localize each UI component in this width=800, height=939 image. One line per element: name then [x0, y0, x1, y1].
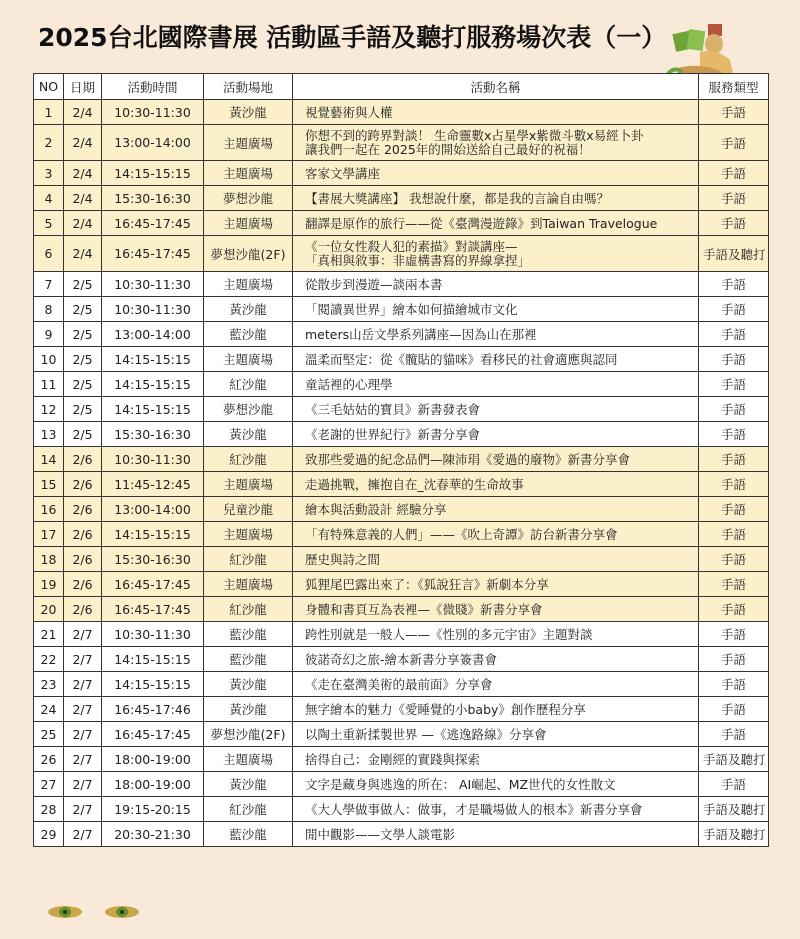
cell-event-name — [293, 822, 699, 847]
cell-venue: 夢想沙龍 — [204, 397, 293, 422]
cell-venue: 主題廣場 — [204, 161, 293, 186]
event-name-line: 客家文學講座 — [305, 166, 381, 181]
cell-no: 6 — [34, 236, 64, 272]
cell-event-name — [293, 236, 699, 272]
cell-date: 2/7 — [64, 722, 102, 747]
cell-no: 28 — [34, 797, 64, 822]
cell-venue: 紅沙龍 — [204, 447, 293, 472]
cell-no: 23 — [34, 672, 64, 697]
table-row — [34, 161, 769, 186]
schedule-table — [33, 73, 769, 847]
cell-venue: 紅沙龍 — [204, 547, 293, 572]
cell-event-name — [293, 272, 699, 297]
cell-no: 24 — [34, 697, 64, 722]
event-name-line: 《老謝的世界紀行》新書分享會 — [305, 427, 481, 442]
cell-date: 2/5 — [64, 297, 102, 322]
cell-service-type: 手語 — [699, 100, 769, 125]
cell-service-type: 手語 — [699, 472, 769, 497]
cell-venue: 黃沙龍 — [204, 422, 293, 447]
cell-no: 13 — [34, 422, 64, 447]
cell-time: 16:45-17:46 — [102, 697, 204, 722]
cell-time: 15:30-16:30 — [102, 547, 204, 572]
event-name-line: 《大人學做事做人：做事，才是職場做人的根本》新書分享會 — [305, 802, 643, 817]
table-row — [34, 322, 769, 347]
cell-venue: 兒童沙龍 — [204, 497, 293, 522]
cell-event-name — [293, 347, 699, 372]
cell-no: 16 — [34, 497, 64, 522]
cell-event-name — [293, 322, 699, 347]
cell-event-name — [293, 572, 699, 597]
cell-venue: 黃沙龍 — [204, 100, 293, 125]
cell-date: 2/6 — [64, 497, 102, 522]
cell-service-type: 手語 — [699, 572, 769, 597]
cell-service-type: 手語 — [699, 272, 769, 297]
table-row — [34, 447, 769, 472]
event-name-line: 溫柔而堅定：從《髖貼的貓咪》看移民的社會適應與認同 — [305, 352, 618, 367]
cell-event-name — [293, 522, 699, 547]
cell-venue: 主題廣場 — [204, 572, 293, 597]
cell-time: 16:45-17:45 — [102, 572, 204, 597]
cell-service-type: 手語及聽打 — [699, 797, 769, 822]
cell-event-name — [293, 100, 699, 125]
table-row — [34, 572, 769, 597]
cell-no: 12 — [34, 397, 64, 422]
cell-service-type: 手語 — [699, 697, 769, 722]
cell-date: 2/6 — [64, 522, 102, 547]
cell-venue: 主題廣場 — [204, 747, 293, 772]
event-name-line: 「真相與敘事：非虛構書寫的界線拿捏」 — [305, 252, 531, 268]
cell-event-name — [293, 161, 699, 186]
cell-service-type: 手語 — [699, 397, 769, 422]
cell-service-type: 手語 — [699, 125, 769, 161]
event-name-line: 以陶土重新揉製世界 —《逃逸路線》分享會 — [305, 727, 547, 742]
cell-time: 18:00-19:00 — [102, 747, 204, 772]
cell-event-name — [293, 772, 699, 797]
cell-date: 2/4 — [64, 236, 102, 272]
cell-service-type: 手語 — [699, 622, 769, 647]
cell-date: 2/4 — [64, 100, 102, 125]
cell-date: 2/5 — [64, 422, 102, 447]
cell-event-name — [293, 125, 699, 161]
cell-time: 10:30-11:30 — [102, 297, 204, 322]
cell-venue: 主題廣場 — [204, 347, 293, 372]
cell-date: 2/7 — [64, 622, 102, 647]
event-name-line: 走過挑戰，擁抱自在_沈春華的生命故事 — [305, 477, 524, 492]
cell-date: 2/7 — [64, 672, 102, 697]
cell-date: 2/4 — [64, 125, 102, 161]
table-row — [34, 672, 769, 697]
cell-venue: 夢想沙龍(2F) — [204, 722, 293, 747]
cell-venue: 主題廣場 — [204, 272, 293, 297]
cell-date: 2/7 — [64, 772, 102, 797]
table-row — [34, 697, 769, 722]
event-name-line: meters山岳文學系列講座—因為山在那裡 — [305, 327, 537, 342]
cell-service-type: 手語 — [699, 522, 769, 547]
cell-time: 14:15-15:15 — [102, 347, 204, 372]
cell-no: 7 — [34, 272, 64, 297]
cell-event-name — [293, 597, 699, 622]
cell-service-type: 手語 — [699, 322, 769, 347]
event-name-line: 翻譯是原作的旅行——從《臺灣漫遊錄》到Taiwan Travelogue — [305, 216, 658, 231]
cell-no: 11 — [34, 372, 64, 397]
cell-event-name — [293, 472, 699, 497]
cell-date: 2/5 — [64, 347, 102, 372]
cell-service-type: 手語 — [699, 186, 769, 211]
cell-venue: 黃沙龍 — [204, 297, 293, 322]
cell-date: 2/6 — [64, 447, 102, 472]
cell-time: 15:30-16:30 — [102, 422, 204, 447]
cell-no: 21 — [34, 622, 64, 647]
cell-venue: 主題廣場 — [204, 211, 293, 236]
event-name-line: 《走在臺灣美術的最前面》分享會 — [305, 677, 493, 692]
cell-service-type: 手語及聽打 — [699, 236, 769, 272]
cell-no: 2 — [34, 125, 64, 161]
header-venue: 活動場地 — [204, 74, 293, 100]
cell-no: 5 — [34, 211, 64, 236]
table-row — [34, 647, 769, 672]
cell-date: 2/6 — [64, 472, 102, 497]
eye-ornament-icon — [104, 905, 140, 919]
cell-venue: 藍沙龍 — [204, 647, 293, 672]
cell-event-name — [293, 747, 699, 772]
cell-service-type: 手語 — [699, 497, 769, 522]
cell-event-name — [293, 672, 699, 697]
event-name-line: 致那些愛過的紀念品們—陳沛琄《愛過的廢物》新書分享會 — [305, 452, 631, 467]
cell-time: 14:15-15:15 — [102, 372, 204, 397]
cell-no: 20 — [34, 597, 64, 622]
table-row — [34, 236, 769, 272]
table-row — [34, 100, 769, 125]
cell-date: 2/6 — [64, 572, 102, 597]
cell-event-name — [293, 297, 699, 322]
table-row — [34, 747, 769, 772]
eye-ornament-icon — [47, 905, 83, 919]
cell-date: 2/6 — [64, 597, 102, 622]
cell-event-name — [293, 647, 699, 672]
table-row — [34, 622, 769, 647]
cell-service-type: 手語 — [699, 297, 769, 322]
cell-service-type: 手語 — [699, 422, 769, 447]
cell-date: 2/5 — [64, 372, 102, 397]
event-name-line: 《三毛姑姑的寶貝》新書發表會 — [305, 402, 481, 417]
table-header-row — [34, 74, 769, 100]
cell-no: 18 — [34, 547, 64, 572]
event-name-line: 歷史與詩之間 — [305, 552, 381, 567]
cell-time: 16:45-17:45 — [102, 597, 204, 622]
cell-service-type: 手語 — [699, 372, 769, 397]
cell-no: 25 — [34, 722, 64, 747]
cell-time: 15:30-16:30 — [102, 186, 204, 211]
event-name-line: 身體和書頁互為表裡—《微賤》新書分享會 — [305, 602, 543, 617]
table-row — [34, 522, 769, 547]
cell-service-type: 手語 — [699, 447, 769, 472]
cell-time: 14:15-15:15 — [102, 647, 204, 672]
cell-date: 2/4 — [64, 211, 102, 236]
cell-venue: 夢想沙龍(2F) — [204, 236, 293, 272]
cell-no: 26 — [34, 747, 64, 772]
cell-no: 10 — [34, 347, 64, 372]
cell-time: 16:45-17:45 — [102, 236, 204, 272]
cell-date: 2/7 — [64, 697, 102, 722]
event-name-line: 你想不到的跨界對談！ 生命靈數x占星學x紫微斗數x易經卜卦 — [305, 127, 644, 143]
cell-venue: 夢想沙龍 — [204, 186, 293, 211]
cell-date: 2/6 — [64, 547, 102, 572]
cell-event-name — [293, 422, 699, 447]
table-row — [34, 372, 769, 397]
cell-venue: 主題廣場 — [204, 472, 293, 497]
event-name-line: 讓我們一起在 2025年的開始送給自己最好的祝福！ — [305, 141, 591, 157]
cell-date: 2/7 — [64, 747, 102, 772]
table-row — [34, 211, 769, 236]
cell-event-name — [293, 722, 699, 747]
cell-no: 3 — [34, 161, 64, 186]
cell-service-type: 手語及聽打 — [699, 747, 769, 772]
cell-no: 8 — [34, 297, 64, 322]
cell-date: 2/7 — [64, 822, 102, 847]
cell-venue: 藍沙龍 — [204, 622, 293, 647]
cell-time: 13:00-14:00 — [102, 322, 204, 347]
table-row — [34, 186, 769, 211]
event-name-line: 「有特殊意義的人們」——《吹上奇譚》訪台新書分享會 — [305, 527, 618, 542]
page-title: 2025台北國際書展 活動區手語及聽打服務場次表（一） — [38, 23, 667, 52]
cell-time: 10:30-11:30 — [102, 272, 204, 297]
header-time: 活動時間 — [102, 74, 204, 100]
cell-service-type: 手語 — [699, 347, 769, 372]
cell-no: 15 — [34, 472, 64, 497]
cell-time: 14:15-15:15 — [102, 522, 204, 547]
event-name-line: 閒中觀影——文學人談電影 — [305, 827, 456, 842]
cell-event-name — [293, 397, 699, 422]
event-name-line: 「閱讀異世界」繪本如何描繪城市文化 — [305, 302, 518, 317]
cell-event-name — [293, 447, 699, 472]
event-name-line: 視覺藝術與人權 — [305, 105, 393, 120]
cell-service-type: 手語 — [699, 597, 769, 622]
cell-time: 14:15-15:15 — [102, 397, 204, 422]
cell-time: 14:15-15:15 — [102, 161, 204, 186]
cell-no: 1 — [34, 100, 64, 125]
cell-no: 19 — [34, 572, 64, 597]
cell-event-name — [293, 372, 699, 397]
cell-event-name — [293, 797, 699, 822]
cell-no: 9 — [34, 322, 64, 347]
cell-time: 10:30-11:30 — [102, 447, 204, 472]
table-row — [34, 125, 769, 161]
cell-date: 2/4 — [64, 186, 102, 211]
table-row — [34, 547, 769, 572]
cell-no: 14 — [34, 447, 64, 472]
table-row — [34, 297, 769, 322]
cell-time: 14:15-15:15 — [102, 672, 204, 697]
cell-time: 20:30-21:30 — [102, 822, 204, 847]
event-name-line: 無字繪本的魅力《愛睡覺的小baby》創作歷程分享 — [305, 702, 586, 717]
table-row — [34, 722, 769, 747]
cell-venue: 藍沙龍 — [204, 322, 293, 347]
cell-time: 13:00-14:00 — [102, 497, 204, 522]
cell-no: 4 — [34, 186, 64, 211]
cell-service-type: 手語 — [699, 647, 769, 672]
cell-venue: 黃沙龍 — [204, 672, 293, 697]
cell-time: 13:00-14:00 — [102, 125, 204, 161]
cell-service-type: 手語 — [699, 161, 769, 186]
cell-venue: 黃沙龍 — [204, 697, 293, 722]
table-row — [34, 772, 769, 797]
cell-date: 2/5 — [64, 272, 102, 297]
table-row — [34, 347, 769, 372]
cell-date: 2/4 — [64, 161, 102, 186]
cell-time: 10:30-11:30 — [102, 622, 204, 647]
table-row — [34, 822, 769, 847]
cell-venue: 主題廣場 — [204, 522, 293, 547]
event-name-line: 童話裡的心理學 — [305, 377, 393, 392]
cell-time: 10:30-11:30 — [102, 100, 204, 125]
cell-venue: 黃沙龍 — [204, 772, 293, 797]
cell-service-type: 手語 — [699, 722, 769, 747]
cell-event-name — [293, 622, 699, 647]
cell-service-type: 手語及聽打 — [699, 822, 769, 847]
cell-no: 27 — [34, 772, 64, 797]
cell-venue: 紅沙龍 — [204, 372, 293, 397]
cell-venue: 主題廣場 — [204, 125, 293, 161]
cell-no: 29 — [34, 822, 64, 847]
table-row — [34, 497, 769, 522]
event-name-line: 文字是藏身與逃逸的所在： AI崛起、MZ世代的女性散文 — [305, 777, 616, 792]
cell-venue: 紅沙龍 — [204, 797, 293, 822]
cell-service-type: 手語 — [699, 547, 769, 572]
table-row — [34, 397, 769, 422]
cell-time: 19:15-20:15 — [102, 797, 204, 822]
header-no: NO — [34, 74, 64, 100]
event-name-line: 捨得自己：金剛經的實踐與探索 — [305, 752, 481, 767]
cell-service-type: 手語 — [699, 772, 769, 797]
table-row — [34, 797, 769, 822]
event-name-line: 繪本與活動設計 經驗分享 — [305, 502, 447, 517]
cell-event-name — [293, 186, 699, 211]
event-name-line: 《一位女性殺人犯的素描》對談講座— — [305, 238, 518, 254]
header-date: 日期 — [64, 74, 102, 100]
cell-event-name — [293, 211, 699, 236]
cell-no: 22 — [34, 647, 64, 672]
cell-venue: 紅沙龍 — [204, 597, 293, 622]
table-row — [34, 422, 769, 447]
cell-no: 17 — [34, 522, 64, 547]
table-row — [34, 272, 769, 297]
cell-date: 2/5 — [64, 322, 102, 347]
cell-service-type: 手語 — [699, 672, 769, 697]
cell-time: 18:00-19:00 — [102, 772, 204, 797]
cell-event-name — [293, 697, 699, 722]
event-name-line: 彼諾奇幻之旅-繪本新書分享簽書會 — [305, 652, 498, 667]
cell-time: 11:45-12:45 — [102, 472, 204, 497]
event-name-line: 跨性別就是一般人——《性別的多元宇宙》主題對談 — [305, 627, 593, 642]
table-row — [34, 472, 769, 497]
cell-event-name — [293, 547, 699, 572]
cell-date: 2/7 — [64, 647, 102, 672]
cell-venue: 藍沙龍 — [204, 822, 293, 847]
cell-event-name — [293, 497, 699, 522]
cell-time: 16:45-17:45 — [102, 211, 204, 236]
event-name-line: 從散步到漫遊—談兩本書 — [305, 277, 443, 292]
header-service-type: 服務類型 — [699, 74, 769, 100]
cell-service-type: 手語 — [699, 211, 769, 236]
cell-date: 2/5 — [64, 397, 102, 422]
event-name-line: 狐狸尾巴露出來了：《狐說狂言》新劇本分享 — [305, 577, 549, 592]
cell-date: 2/7 — [64, 797, 102, 822]
table-row — [34, 597, 769, 622]
cell-time: 16:45-17:45 — [102, 722, 204, 747]
header-event-name: 活動名稱 — [293, 74, 699, 100]
event-name-line: 【書展大獎講座】 我想說什麼，都是我的言論自由嗎？ — [305, 191, 609, 206]
